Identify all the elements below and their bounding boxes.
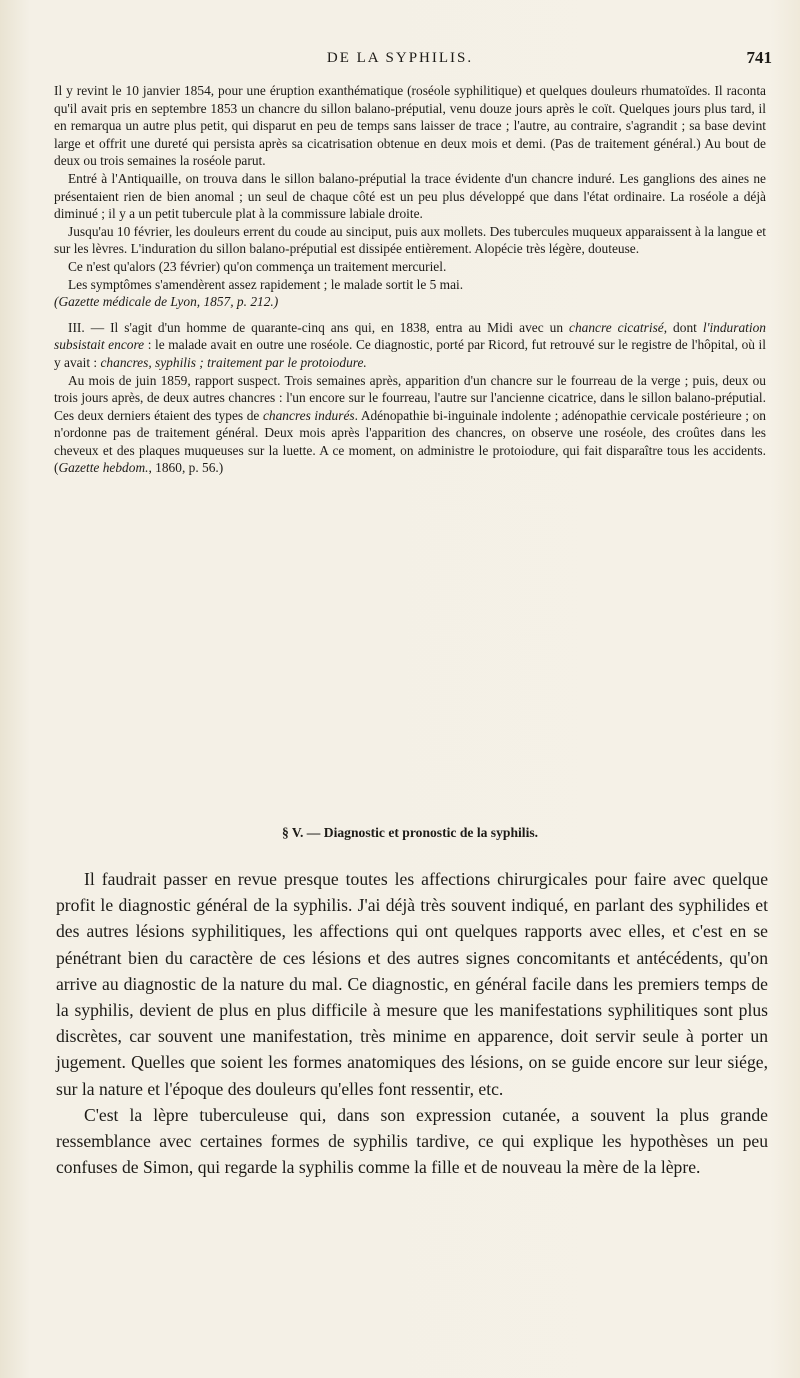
case-paragraph [54, 276, 766, 311]
case-paragraph: Ce n'est qu'alors (23 février) qu'on commença un traitement mercuriel. [68, 258, 447, 274]
emphasis: chancre cicatrisé [569, 319, 664, 335]
case-observations [54, 82, 766, 477]
page-number: 741 [746, 48, 772, 67]
case-text: III. — Il s'agit d'un homme de quarante-cinq ans qui, en 1838, entra au Midi avec un [68, 319, 570, 335]
case-text: . Adénopathie bi-inguinale indolente ; adénopathie cervicale postérieure ; on n'ordonne pas de traitement général. Deux mois après l'apparition des chancres, on observe une roséole, des croûtes dans les cheveux et des plaques muqueuses sur la luette. A ce moment, on administre le protoiodure, qui fait disparaître tous les accidents. ( [54, 407, 766, 476]
case-paragraph [54, 372, 766, 478]
case-text: Au mois de juin 1859, rapport suspect. Trois semaines après, apparition d'un chancre sur le fourreau de la verge ; puis, deux ou trois jours après, de deux autres chancres : l'un encore sur le fourreau, l'autre sur l'ancienne cicatrice, dans le sillon balano-préputial. Ces deux derniers étaient des types de [54, 372, 766, 423]
emphasis: chancres, syphilis ; traitement par le protoiodure. [100, 354, 367, 370]
emphasis: l'induration subsistait encore [54, 319, 766, 353]
citation: Gazette hebdom. [58, 460, 149, 476]
case-paragraph [54, 319, 766, 372]
case-text: : le malade avait en outre une roséole. Ce diagnostic, porté par Ricord, fut retrouvé sur le registre de l'hôpital, où il y avait : [54, 337, 766, 370]
case-text: , 1860, p. 56.) [148, 460, 224, 476]
page-header [0, 50, 800, 80]
citation: (Gazette médicale de Lyon, 1857, p. 212.) [54, 294, 279, 310]
case-paragraph: Entré à l'Antiquaille, on trouva dans le sillon balano-préputial la trace évidente d'un chancre induré. Les ganglions des aines ne présentaient rien de bien anomal ; un seul de chaque côté est un peu plus développé que dans l'état ordinaire. La roséole a déjà diminué ; il y a un petit tubercule plat à la commissure labiale droite. [54, 170, 766, 222]
section-heading [54, 825, 766, 841]
case-paragraph: Jusqu'au 10 février, les douleurs errent du coude au sinciput, puis aux mollets. Des tubercules muqueux apparaissent à la langue et sur les lèvres. L'induration du sillon balano-préputial est dissipée entièrement. Alopécie très légère, douteuse. [54, 223, 766, 257]
case-text: Les symptômes s'amendèrent assez rapidement ; le malade sortit le 5 mai. [68, 276, 464, 292]
body-paragraph: Il faudrait passer en revue presque toutes les affections chirurgicales pour faire avec quelque profit le diagnostic général de la syphilis. J'ai déjà très souvent indiqué, en parlant des syphilides et des autres lésions syphilitiques, les affections qui ont quelques rapports avec elles, et c'est en se pénétrant bien du caractère de ces lésions et des autres signes concomitants et antécédents, qu'on arrive au diagnostic de la nature du mal. Ce diagnostic, en général facile dans les premiers temps de la syphilis, devient de plus en plus difficile à mesure que les manifestations syphilitiques sont plus discrètes, car souvent une manifestation, très minime en apparence, doit servir seule à porter un jugement. Quelles que soient les formes anatomiques des lésions, on se guide encore sur leur siége, sur la nature et l'époque des douleurs qu'elles font ressentir, etc. [56, 869, 768, 1099]
emphasis: chancres indurés [262, 407, 355, 423]
section-title: Diagnostic et pronostic de la syphilis. [323, 825, 539, 840]
case-text: , dont [663, 319, 703, 335]
main-text [56, 866, 768, 1180]
body-paragraph: C'est la lèpre tuberculeuse qui, dans son expression cutanée, a souvent la plus grande ressemblance avec certaines formes de syphilis tardive, ce qui explique les hypothèses un peu confuses de Simon, qui regarde la syphilis comme la fille et de nouveau la mère de la lèpre. [56, 1104, 768, 1178]
case-paragraph: Il y revint le 10 janvier 1854, pour une éruption exanthématique (roséole syphilitique) et quelques douleurs rhumatoïdes. Il raconta qu'il avait pris en septembre 1853 un chancre du sillon balano-préputial, venu douze jours après le coït. Quelques jours plus tard, il en remarqua un autre plus petit, qui disparut en peu de temps sans laisser de trace ; l'autre, au contraire, s'agrandit ; sa base devint large et offrit une dureté qui persista après sa cicatrisation obtenue en deux mois et demi. (Pas de traitement général.) Au bout de deux ou trois semaines la roséole parut. [54, 83, 766, 169]
section-number: § V. — [281, 825, 321, 840]
running-head: DE LA SYPHILIS. [326, 50, 474, 66]
